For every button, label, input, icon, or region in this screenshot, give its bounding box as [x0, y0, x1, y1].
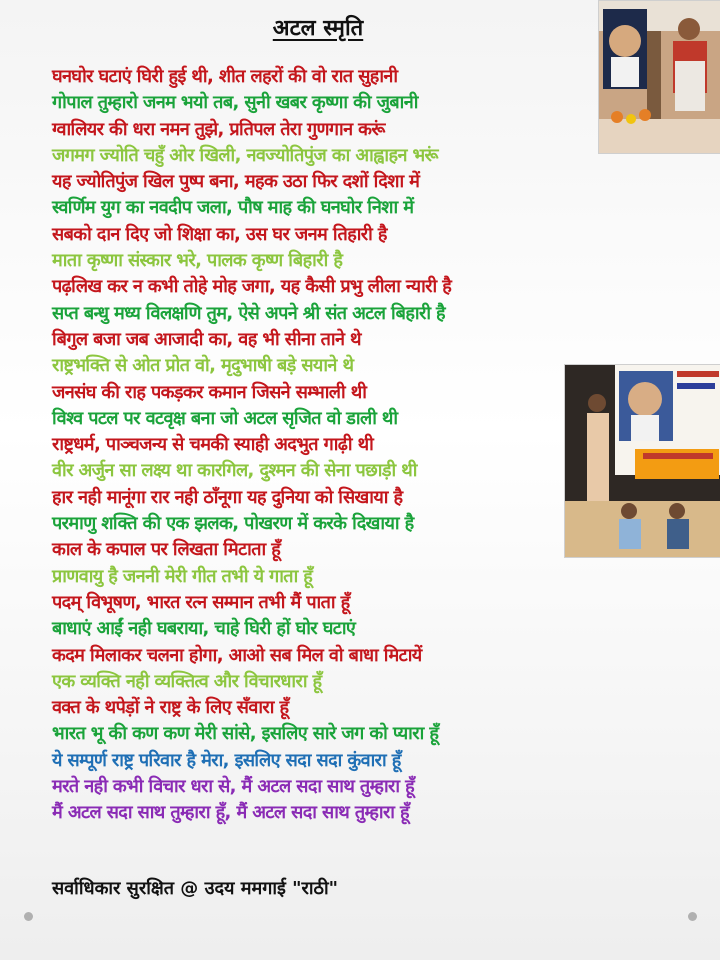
poem-line: एक व्यक्ति नही व्यक्तित्व और विचारधारा हूँ: [52, 670, 322, 692]
poem-line: पदम् विभूषण, भारत रत्न सम्मान तभी मैं पाता हूँ: [52, 591, 350, 613]
poem-line: सप्त बन्धु मध्य विलक्षणि तुम, ऐसे अपने श्री संत अटल बिहारी है: [52, 302, 446, 324]
poem-line: सबको दान दिए जो शिक्षा का, उस घर जनम तिहारी है: [52, 223, 387, 245]
poem-line: मैं अटल सदा साथ तुम्हारा हूँ, मैं अटल सदा साथ तुम्हारा हूँ: [52, 802, 409, 824]
poem-line: वक्त के थपेड़ों ने राष्ट्र के लिए सँवारा हूँ: [52, 697, 289, 719]
poem-line: घनघोर घटाएं घिरी हुई थी, शीत लहरों की वो रात सुहानी: [52, 66, 398, 87]
tribute-photo: [598, 0, 720, 154]
copyright-notice: सर्वाधिकार सुरक्षित @ उदय ममगाई "राठी": [52, 878, 339, 899]
poem-line: जनसंघ की राह पकड़कर कमान जिसने सम्भाली थी: [52, 381, 367, 403]
poem-line: हार नही मानूंगा रार नही ठाँनूगा यह दुनिया को सिखाया है: [52, 486, 403, 508]
poem-line: राष्ट्रधर्म, पाञ्चजन्य से चमकी स्याही अदभुत गाढ़ी थी: [52, 434, 374, 456]
slide-corner-dot-right: [688, 912, 697, 921]
event-photo: [564, 364, 720, 558]
poem-line: वीर अर्जुन सा लक्ष्य था कारगिल, दुश्मन की सेना पछाड़ी थी: [52, 460, 417, 482]
poem-line: काल के कपाल पर लिखता मिटाता हूँ: [52, 539, 281, 561]
poem-line: ग्वालियर की धरा नमन तुझे, प्रतिपल तेरा गुणगान करूं: [52, 118, 385, 140]
slide-corner-dot-left: [24, 912, 33, 921]
poem-body: [52, 64, 632, 827]
page-title: अटल स्मृति: [272, 16, 364, 41]
poem-line: बिगुल बजा जब आजादी का, वह भी सीना ताने थे: [52, 328, 361, 350]
poem-line: बाधाएं आईं नही घबराया, चाहे घिरी हों घोर घटाएं: [52, 618, 356, 640]
poem-line: विश्व पटल पर वटवृक्ष बना जो अटल सृजित वो डाली थी: [52, 407, 398, 429]
poem-line: गोपाल तुम्हारो जनम भयो तब, सुनी खबर कृष्णा की जुबानी: [52, 92, 418, 114]
poem-line: पढ़लिख कर न कभी तोहे मोह जगा, यह कैसी प्रभु लीला न्यारी है: [52, 276, 452, 298]
poem-line: ये सम्पूर्ण राष्ट्र परिवार है मेरा, इसलिए सदा सदा कुंवारा हूँ: [52, 749, 401, 771]
poem-line: यह ज्योतिपुंज खिल पुष्प बना, महक उठा फिर दशों दिशा में: [52, 171, 420, 193]
poem-line: परमाणु शक्ति की एक झलक, पोखरण में करके दिखाया है: [52, 513, 414, 535]
poem-line: भारत भू की कण कण मेरी सांसे, इसलिए सारे जग को प्यारा हूँ: [52, 723, 439, 745]
poem-line: प्राणवायु है जननी मेरी गीत तभी ये गाता हूँ: [52, 565, 313, 587]
poem-line: कदम मिलाकर चलना होगा, आओ सब मिल वो बाधा मिटायें: [52, 644, 422, 666]
poem-line: जगमग ज्योति चहुँ ओर खिली, नवज्योतिपुंज का आह्वाहन भरूं: [52, 144, 438, 166]
poem-line: माता कृष्णा संस्कार भरे, पालक कृष्ण बिहारी है: [52, 250, 343, 272]
poem-line: मरते नही कभी विचार धरा से, मैं अटल सदा साथ तुम्हारा हूँ: [52, 776, 415, 798]
poem-line: स्वर्णिम युग का नवदीप जला, पौष माह की घनघोर निशा में: [52, 197, 414, 219]
poem-line: राष्ट्रभक्ति से ओत प्रोत वो, मृदुभाषी बड़े सयाने थे: [52, 355, 354, 377]
